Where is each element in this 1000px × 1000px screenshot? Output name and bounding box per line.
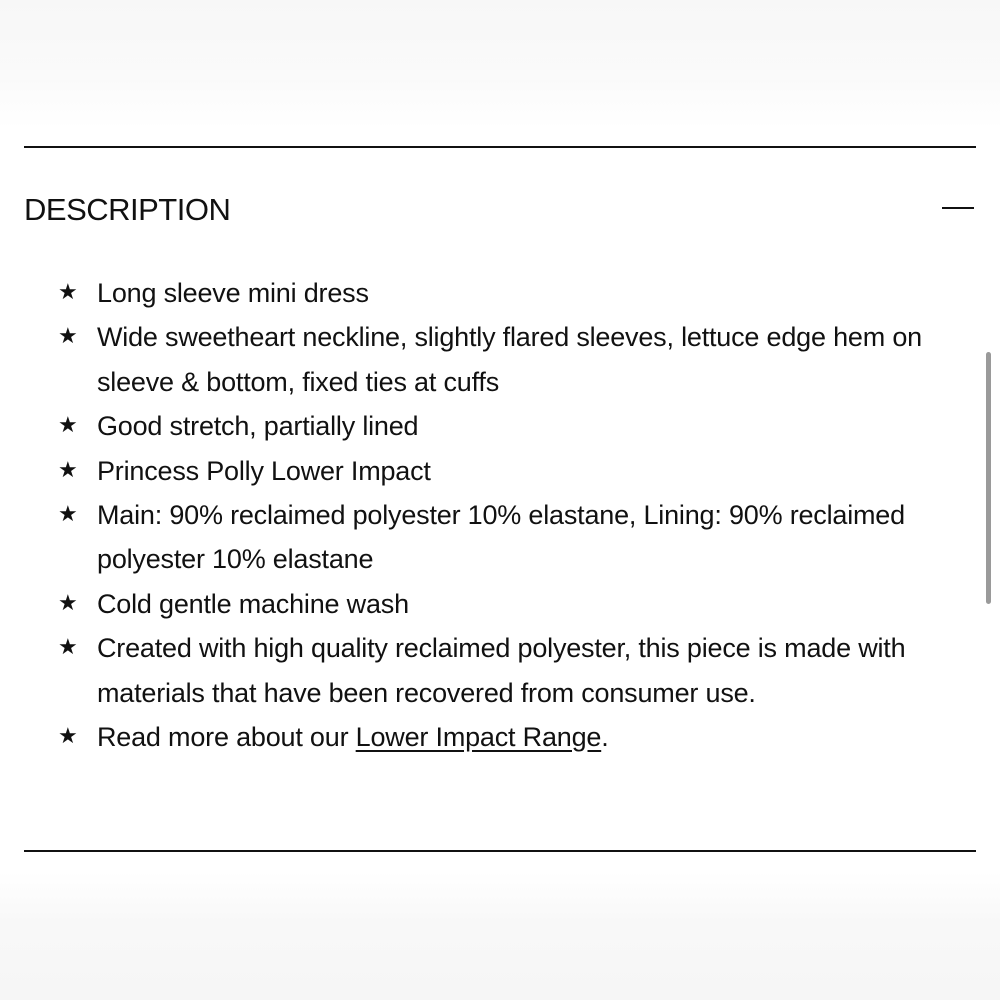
- section-divider-top: [24, 146, 976, 148]
- bottom-fade-area: [0, 872, 1000, 1000]
- list-item: [58, 715, 938, 759]
- star-icon: ★: [58, 457, 78, 483]
- list-item: [58, 315, 938, 404]
- list-item: [58, 582, 938, 626]
- description-title: DESCRIPTION: [24, 192, 231, 227]
- list-item: [58, 404, 938, 448]
- bullet-text: Long sleeve mini dress: [97, 278, 369, 308]
- minus-icon: [942, 207, 974, 209]
- star-icon: ★: [58, 724, 78, 750]
- scrollbar-thumb[interactable]: [986, 352, 991, 604]
- bullet-text: Cold gentle machine wash: [97, 588, 409, 619]
- list-item: [58, 271, 938, 315]
- star-icon: ★: [58, 502, 78, 528]
- description-header[interactable]: [24, 186, 976, 234]
- bullet-text-suffix: .: [601, 722, 609, 753]
- star-icon: ★: [58, 413, 78, 439]
- star-icon: ★: [58, 635, 78, 661]
- top-fade-area: [0, 0, 1000, 128]
- list-item: [58, 626, 938, 715]
- bullet-text: Created with high quality reclaimed polyester, this piece is made with materials that have been recovered from consumer use.: [97, 633, 906, 708]
- list-item: [58, 449, 938, 493]
- collapse-toggle-button[interactable]: [940, 196, 976, 222]
- bullet-text: Wide sweetheart neckline, slightly flared sleeves, lettuce edge hem on sleeve & bottom, fixed ties at cuffs: [97, 322, 922, 397]
- lower-impact-range-link[interactable]: Lower Impact Range: [355, 722, 602, 753]
- star-icon: ★: [58, 280, 78, 305]
- vertical-scrollbar[interactable]: [985, 352, 993, 604]
- list-item: [58, 493, 938, 582]
- description-bullet-list: [58, 271, 938, 759]
- bullet-text: Main: 90% reclaimed polyester 10% elastane, Lining: 90% reclaimed polyester 10% elastane: [97, 500, 905, 575]
- star-icon: ★: [58, 324, 78, 350]
- star-icon: ★: [58, 590, 78, 616]
- bullet-text: Princess Polly Lower Impact: [97, 455, 431, 486]
- section-divider-bottom: [24, 850, 976, 852]
- bullet-text: Good stretch, partially lined: [97, 411, 419, 442]
- bullet-text-prefix: Read more about our: [97, 722, 356, 753]
